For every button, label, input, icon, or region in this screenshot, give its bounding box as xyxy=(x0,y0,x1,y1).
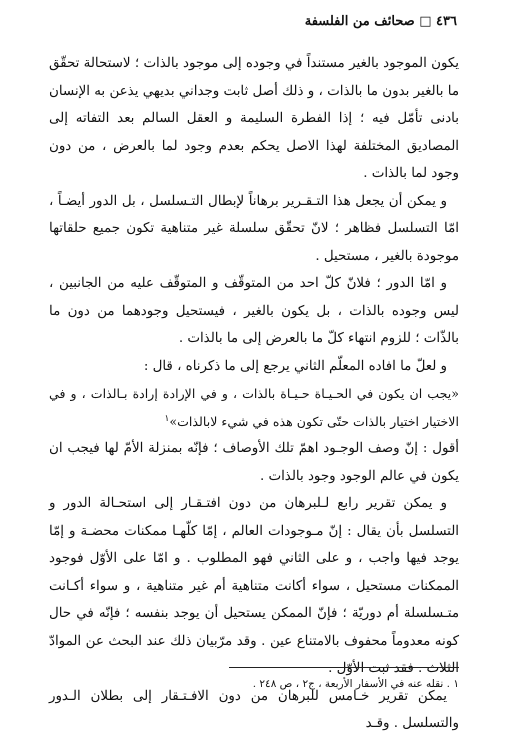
paragraph-5: أقول : إنّ وصف الوجـود اهمّ تلك الأوصاف ؛ فإنّه بمنزلة الأمّ لها فيجب ان يكون في عالم الوجود وجود بالذات . xyxy=(49,441,459,484)
quotation-text: «يجب ان يكون في الحـيـاة حـيـاة بالذات ، و في الإرادة إرادة بـالذات ، و في الاختيار اختيار بالذات حتّى تكون هذه في شيء لابالذات» xyxy=(49,386,459,429)
paragraph-2: و يمكن أن يجعل هذا التـقـرير برهاناً لإبطال التـسلسل ، بل الدور أيضـاً ، امّا التسلسل فظاهر ؛ لانّ تحقّق سلسلة غير متناهية تكون جميع حلقاتها موجودة بالغير ، مستحيل . xyxy=(49,193,459,264)
body-text xyxy=(49,50,459,738)
paragraph-7: يمكن تقرير خـامس للبرهان من دون الافـتـقار إلى بطلان الـدور والتسلسل . وقـد xyxy=(49,688,459,731)
quotation xyxy=(49,380,459,435)
paragraph-3: و امّا الدور ؛ فلانّ كلّ احد من المتوقّف و المتوقّف عليه من الجانبين ، ليس وجوده بالذات ، بل يكون بالغير ، فيستحيل وجودهما من دون ما بالذّات ؛ للزوم انتهاء كلّ ما بالعرض إلى ما بالذات . xyxy=(49,276,459,346)
running-head: ٤٣٦ □ صحائف من الفلسفة xyxy=(304,14,457,29)
footnote-marker: ١ xyxy=(164,413,170,424)
paragraph-1: يكون الموجود بالغير مستنداً في وجوده إلى موجود بالذات ؛ لاستحالة تحقّق ما بالغير بدون ما بالذات ، و ذلك أصل ثابت وجداني بديهي يذعن به الإنسان بادنى تأمّل فيه ؛ إذا الفطرة السليمة و العقل السالم بعد التفاته إلى المصاديق المختلفة لهذا الاصل يحكم بعدم وجود لما بالعرض ، من دون وجود لما بالذات . xyxy=(49,56,459,181)
paragraph-4: و لعلّ ما افاده المعلّم الثاني يرجع إلى ما ذكرناه ، قال : xyxy=(143,358,447,374)
paragraph-6: و يمكن تقرير رابع لـلبرهان من دون افتـقـار إلى استحـالة الدور و التسلسل بأن يقال : إنّ مـوجودات العالم ، إمّا كلّهـا ممكنات محضـة و إمّا يوجد فيها واجب ، و على الثاني فهو المطلوب . و امّا على الأوّل فوجود الممكنات مستحيل ، سواء أكانت متناهية أم غير متناهية ، و سواء أكـانت متـسلسلة أم دوريّة ؛ فإنّ الممكن يستحيل أن يوجد بنفسه ؛ فإنّه في حال كونه معدوماً محفوف بالامتناع عين . وقد مرّبيان ذلك عند البحث عن الموادّ الثلاث . فقد ثبت الأوّل . xyxy=(49,496,459,676)
footnote-1: ١ . نقله عنه في الأسفار الأربعة ، ج٢ ، ص ٢٤٨ . xyxy=(252,678,459,690)
footnote-divider xyxy=(229,667,459,668)
